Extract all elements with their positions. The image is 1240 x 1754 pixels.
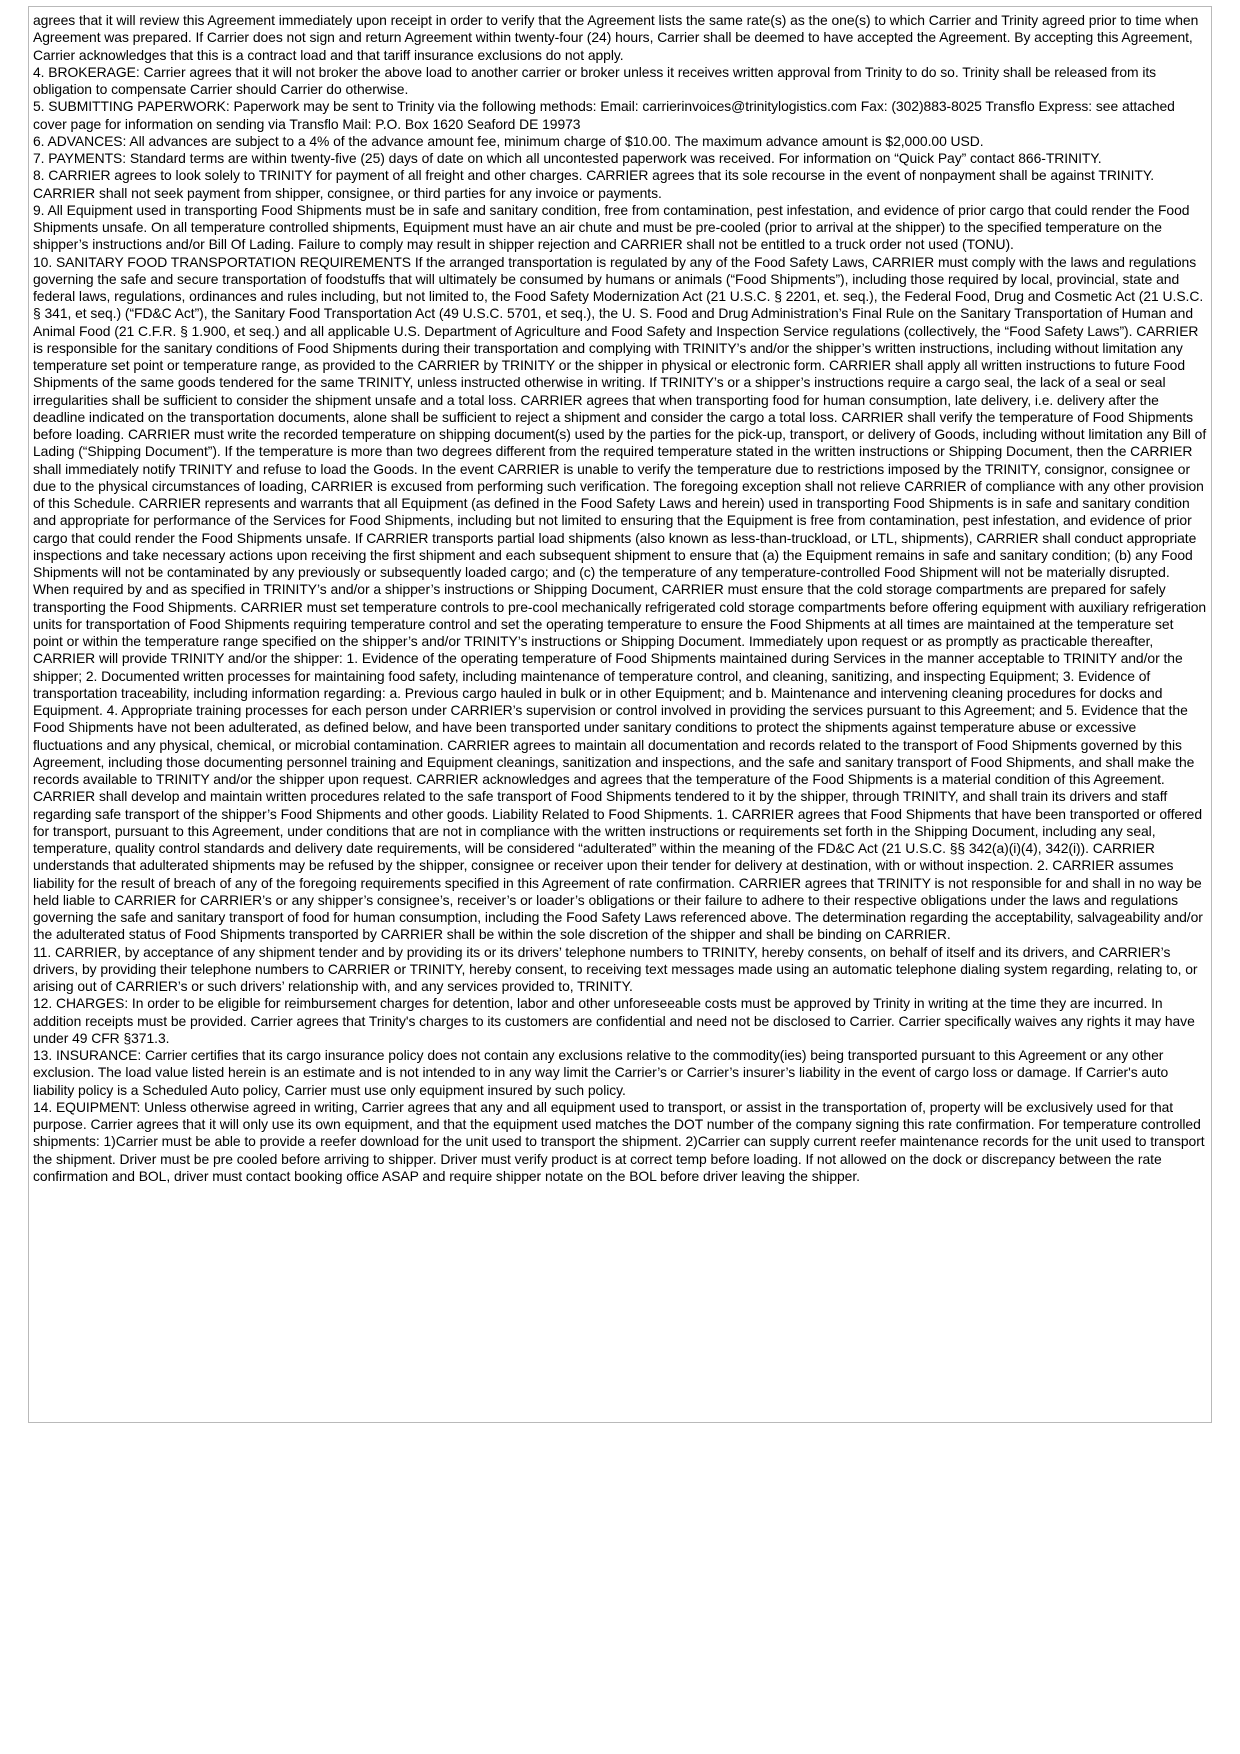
clause-13-insurance: 13. INSURANCE: Carrier certifies that its cargo insurance policy does not contain any exclusions relative to the commodity(ies) being transported pursuant to this Agreement or any other exclusion. The load value listed herein is an estimate and is not intended to in any way limit the Carrier’s or Carrier’s insurer’s liability in the event of cargo loss or damage. If Carrier's auto liability policy is a Scheduled Auto policy, Carrier must use only equipment insured by such policy. bbox=[33, 1047, 1169, 1098]
clause-10-sanitary-food-transportation: 10. SANITARY FOOD TRANSPORTATION REQUIREMENTS If the arranged transportation is regulated by any of the Food Safety Laws, CARRIER must comply with the laws and regulations governing the safe and secure transportation of foodstuffs that will ultimately be consumed by humans or animals (“Food Shipments”), including those required by local, provincial, state and federal laws, regulations, ordinances and rules including, but not limited to, the Food Safety Modernization Act (21 U.S.C. § 2201, et. seq.), the Federal Food, Drug and Cosmetic Act (21 U.S.C. § 341, et seq.) (“FD&C Act”), the Sanitary Food Transportation Act (49 U.S.C. 5701, et seq.), the U. S. Food and Drug Administration’s Final Rule on the Sanitary Transportation of Human and Animal Food (21 C.F.R. § 1.900, et seq.) and all applicable U.S. Department of Agriculture and Food Safety and Inspection Service regulations (collectively, the “Food Safety Laws”). CARRIER is responsible for the sanitary conditions of Food Shipments during their transportation and complying with TRINITY’s and/or the shipper’s written instructions, including without limitation any temperature set point or temperature range, as provided to the CARRIER by TRINITY or the shipper in physical or electronic form. CARRIER shall apply all written instructions to future Food Shipments of the same goods tendered for the same TRINITY, unless instructed otherwise in writing. If TRINITY’s or a shipper’s instructions require a cargo seal, the lack of a seal or seal irregularities shall be sufficient to consider the shipment unsafe and a total loss. CARRIER agrees that when transporting food for human consumption, late delivery, i.e. delivery after the deadline indicated on the transportation documents, alone shall be sufficient to reject a shipment and consider the cargo a total loss. CARRIER shall verify the temperature of Food Shipments before loading. CARRIER must write the recorded temperature on shipping document(s) used by the parties for the pick-up, transport, or delivery of Goods, including without limitation any Bill of Lading (“Shipping Document”). If the temperature is more than two degrees different from the required temperature stated in the written instructions or Shipping Document, then the CARRIER shall immediately notify TRINITY and refuse to load the Goods. In the event CARRIER is unable to verify the temperature due to restrictions imposed by the TRINITY, consignor, consignee or due to the physical circumstances of loading, CARRIER is excused from performing such verification. The foregoing exception shall not relieve CARRIER of compliance with any other provision of this Schedule. CARRIER represents and warrants that all Equipment (as defined in the Food Safety Laws and herein) used in transporting Food Shipments is in safe and sanitary condition and appropriate for performance of the Services for Food Shipments, including but not limited to ensuring that the Equipment is free from contamination, pest infestation, and evidence of prior cargo that could render the Food Shipments unsafe. If CARRIER transports partial load shipments (also known as less-than-truckload, or LTL, shipments), CARRIER shall conduct appropriate inspections and take necessary actions upon receiving the first shipment and each subsequent shipment to ensure that (a) the Equipment remains in safe and sanitary condition; (b) any Food Shipments will not be contaminated by any previously or subsequently loaded cargo; and (c) the temperature of any temperature-controlled Food Shipment will not be materially disrupted. When required by and as specified in TRINITY’s and/or a shipper’s instructions or Shipping Document, CARRIER must ensure that the cold storage compartments are prepared for safely transporting the Food Shipments. CARRIER must set temperature controls to pre-cool mechanically refrigerated cold storage compartments before offering equipment with auxiliary refrigeration units for transportation of Food Shipments requiring temperature control and set the operating temperature to ensure the Food Shipments at all times are maintained at the temperature set point or within the temperature range specified on the shipper’s and/or TRINITY’s instructions or Shipping Document. Immediately upon request or as promptly as practicable thereafter, CARRIER will provide TRINITY and/or the shipper: 1. Evidence of the operating temperature of Food Shipments maintained during Services in the manner acceptable to TRINITY and/or the shipper; 2. Documented written processes for maintaining food safety, including maintenance of temperature control, and cleaning, sanitizing, and inspecting Equipment; 3. Evidence of transportation traceability, including information regarding: a. Previous cargo hauled in bulk or in other Equipment; and b. Maintenance and intervening cleaning procedures for docks and Equipment. 4. Appropriate training processes for each person under CARRIER’s supervision or control involved in providing the services pursuant to this Agreement; and 5. Evidence that the Food Shipments have not been adulterated, as defined below, and have been transported under sanitary conditions to protect the shipments against temperature abuse or excessive fluctuations and any physical, chemical, or microbial contamination. CARRIER agrees to maintain all documentation and records related to the transport of Food Shipments governed by this Agreement, including those documenting personnel training and Equipment cleanings, sanitization and inspections, and the safe and sanitary transport of Food Shipments, and shall make the records available to TRINITY and/or the shipper upon request. CARRIER acknowledges and agrees that the temperature of the Food Shipments is a material condition of this Agreement. CARRIER shall develop and maintain written procedures related to the safe transport of Food Shipments tendered to it by the shipper, through TRINITY, and shall train its drivers and staff regarding safe transport of the shipper’s Food Shipments and other goods. Liability Related to Food Shipments. 1. CARRIER agrees that Food Shipments that have been transported or offered for transport, pursuant to this Agreement, under conditions that are not in compliance with the written instructions or requirements set forth in the Shipping Document, including any seal, temperature, quality control standards and delivery date requirements, will be considered “adulterated” within the meaning of the FD&C Act (21 U.S.C. §§ 342(a)(i)(4), 342(i)). CARRIER understands that adulterated shipments may be refused by the shipper, consignee or receiver upon their tender for delivery at destination, with or without inspection. 2. CARRIER assumes liability for the result of breach of any of the foregoing requirements specified in this Agreement of rate confirmation. CARRIER agrees that TRINITY is not responsible for and shall in no way be held liable to CARRIER for CARRIER’s or any shipper’s consignee’s, receiver’s or loader’s obligations or their failure to adhere to their respective obligations under the laws and regulations governing the safe and sanitary transport of food for human consumption, including the Food Safety Laws referenced above. The determination regarding the acceptability, salvageability and/or the adulterated status of Food Shipments transported by CARRIER shall be within the sole discretion of the shipper and shall be binding on CARRIER. bbox=[33, 253, 1207, 943]
clause-8-payment-recourse: 8. CARRIER agrees to look solely to TRINITY for payment of all freight and other charges. CARRIER agrees that its sole recourse in the event of nonpayment shall be against TRINITY. CARRIER shall not seek payment from shipper, consignee, or third parties for any invoice or payments. bbox=[33, 167, 1155, 201]
clause-7-payments: 7. PAYMENTS: Standard terms are within twenty-five (25) days of date on which all uncontested paperwork was received. For information on “Quick Pay” contact 866-TRINITY. bbox=[33, 150, 1102, 166]
clause-9-equipment-condition: 9. All Equipment used in transporting Food Shipments must be in safe and sanitary condition, free from contamination, pest infestation, and evidence of prior cargo that could render the Food Shipments unsafe. On all temperature controlled shipments, Equipment must have an air chute and must be pre-cooled (prior to arrival at the shipper) to the specified temperature on the shipper’s instructions and/or Bill Of Lading. Failure to comply may result in shipper rejection and CARRIER shall not be entitled to a truck order not used (TONU). bbox=[33, 201, 1190, 253]
clause-3-continued: agrees that it will review this Agreement immediately upon receipt in order to verify that the Agreement lists the same rate(s) as the one(s) to which Carrier and Trinity agreed prior to time when Agreement was prepared. If Carrier does not sign and return Agreement within twenty-four (24) hours, Carrier shall be deemed to have accepted the Agreement. By accepting this Agreement, Carrier acknowledges that this is a contract load and that tariff insurance exclusions do not apply. bbox=[33, 12, 1199, 63]
clause-6-advances: 6. ADVANCES: All advances are subject to a 4% of the advance amount fee, minimum charge of $10.00. The maximum advance amount is $2,000.00 USD. bbox=[33, 132, 984, 149]
terms-and-conditions-box bbox=[28, 6, 1212, 1423]
clause-5-submitting-paperwork: 5. SUBMITTING PAPERWORK: Paperwork may be sent to Trinity via the following methods: Email: carrierinvoices@trinitylogistics.com Fax: (302)883-8025 Transflo Express: see attached cover page for information on sending via Transflo Mail: P.O. Box 1620 Seaford DE 19973 bbox=[33, 98, 1175, 132]
clause-12-charges: 12. CHARGES: In order to be eligible for reimbursement charges for detention, labor and other unforeseeable costs must be approved by Trinity in writing at the time they are incurred. In addition receipts must be provided. Carrier agrees that Trinity's charges to its customers are confidential and need not be disclosed to Carrier. Carrier specifically waives any rights it may have under 49 CFR §371.3. bbox=[33, 995, 1195, 1046]
clause-14-equipment: 14. EQUIPMENT: Unless otherwise agreed in writing, Carrier agrees that any and all equipment used to transport, or assist in the transportation of, property will be exclusively used for that purpose. Carrier agrees that it will only use its own equipment, and that the equipment used matches the DOT number of the company signing this rate confirmation. For temperature controlled shipments: 1)Carrier must be able to provide a reefer download for the unit used to transport the shipment. 2)Carrier can supply current reefer maintenance records for the unit used to transport the shipment. Driver must be pre cooled before arriving to shipper. Driver must verify product is at correct temp before loading. If not allowed on the dock or discrepancy between the rate confirmation and BOL, driver must contact booking office ASAP and require shipper notate on the BOL before driver leaving the shipper. bbox=[33, 1098, 1205, 1184]
clause-11-text-message-consent: 11. CARRIER, by acceptance of any shipment tender and by providing its or its drivers’ telephone numbers to TRINITY, hereby consents, on behalf of itself and its drivers, and CARRIER’s drivers, by providing their telephone numbers to CARRIER or TRINITY, hereby consent, to receiving text messages made using an automatic telephone dialing system regarding, relating to, or arising out of CARRIER’s or such drivers’ relationship with, and any services provided to, TRINITY. bbox=[33, 943, 1198, 994]
clause-4-brokerage: 4. BROKERAGE: Carrier agrees that it will not broker the above load to another carrier or broker unless it receives written approval from Trinity to do so. Trinity shall be released from its obligation to compensate Carrier should Carrier do otherwise. bbox=[33, 63, 1157, 97]
